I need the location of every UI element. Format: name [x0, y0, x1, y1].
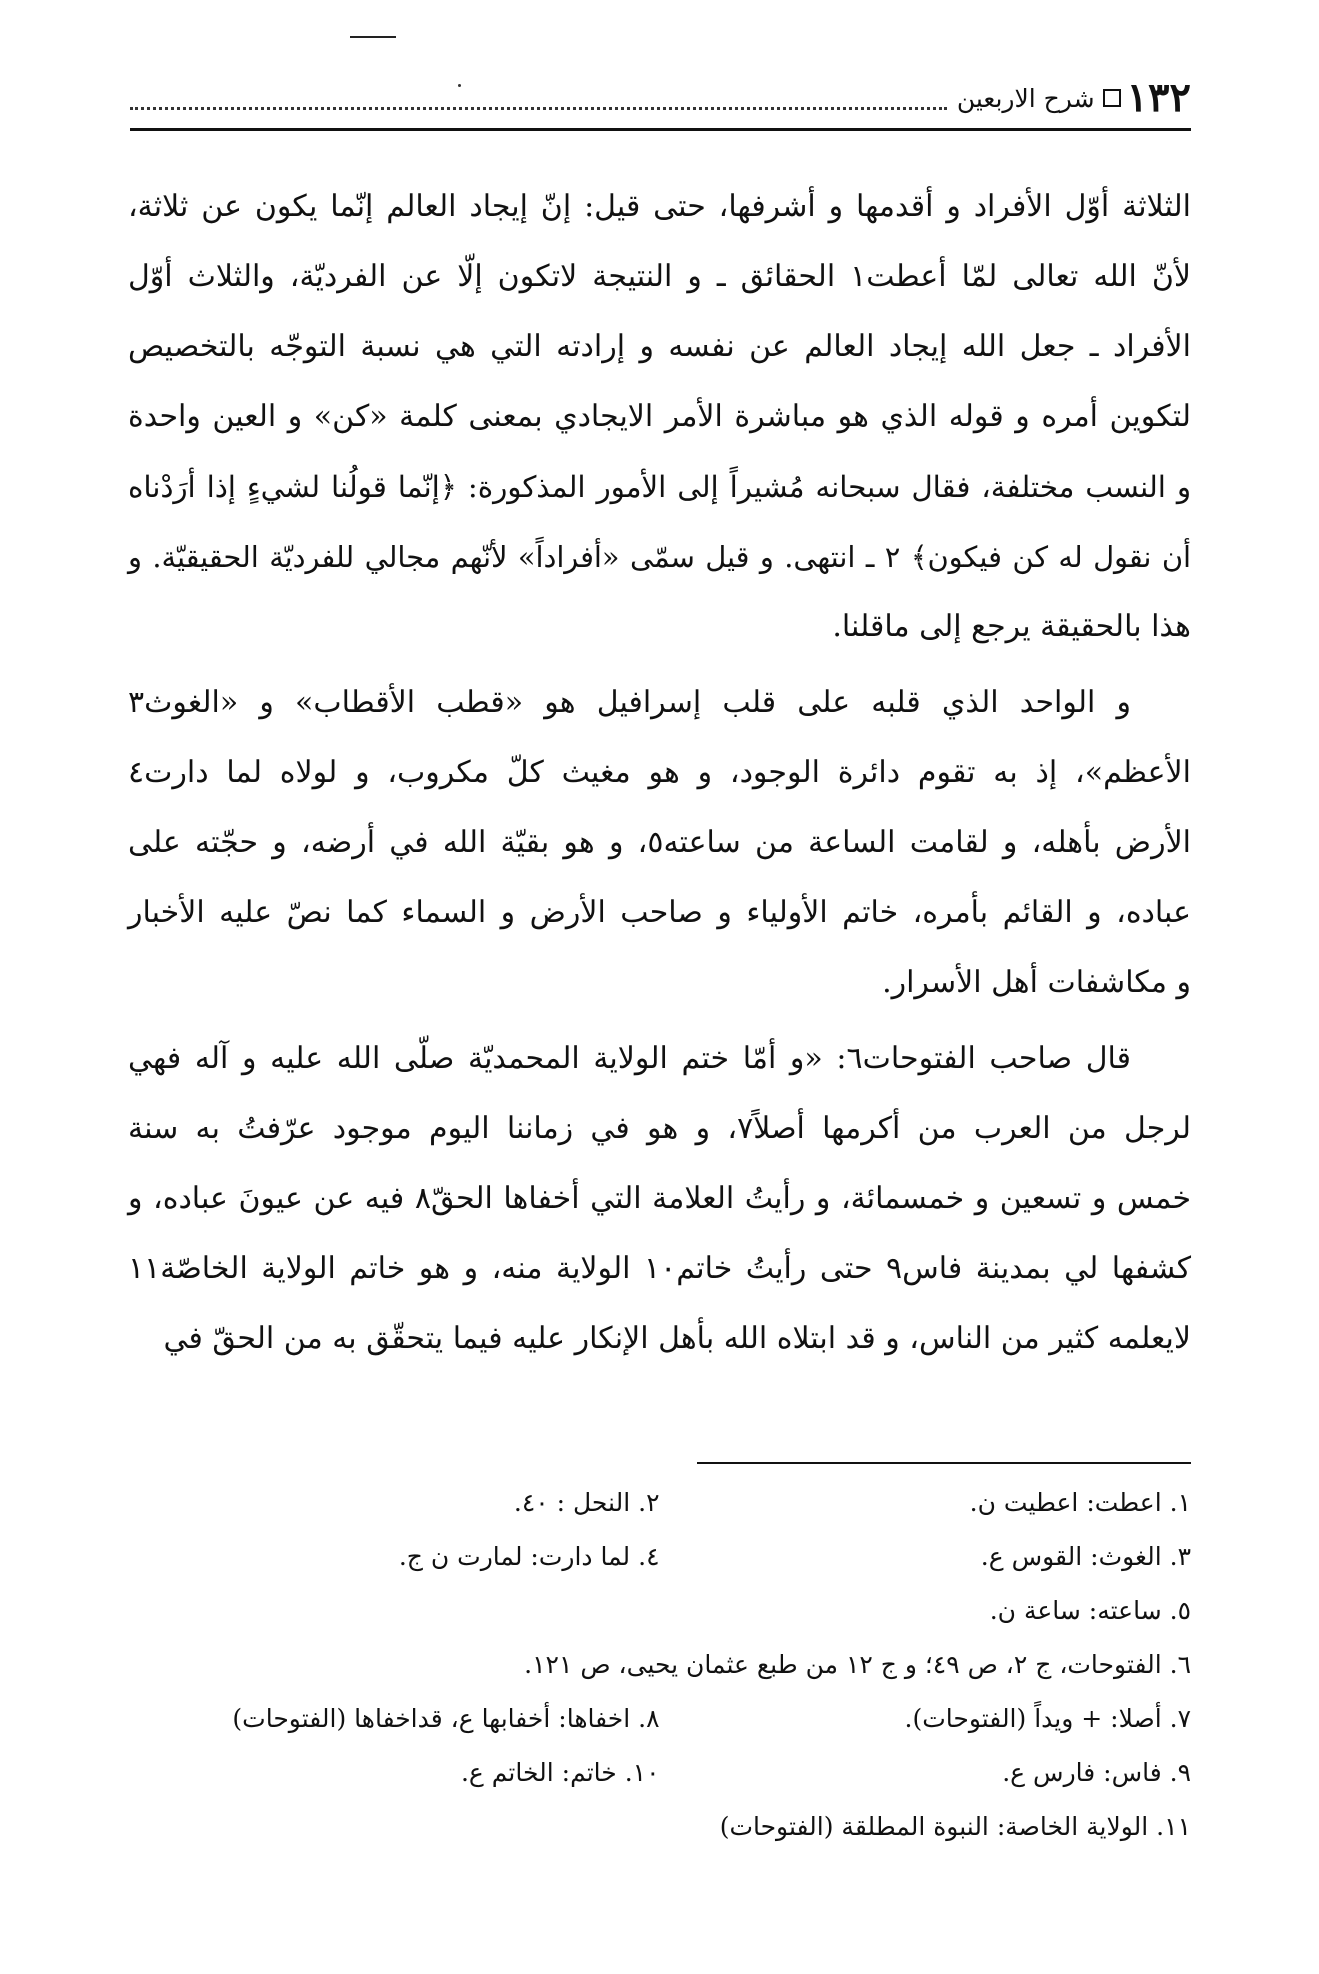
running-header — [130, 72, 1191, 124]
text-line: أن نقول له كن فيكون﴾ ٢ ـ انتهى. و قيل سمّى «أفراداً» لأنّهم مجالي للفرديّة الحقيقيّة. و — [128, 540, 1192, 574]
text-line: الأعظم»، إذ به تقوم دائرة الوجود، و هو مغيث كلّ مكروب، و لولاه لما دارت٤ — [128, 755, 1191, 790]
text-line: و الواحد الذي قلبه على قلب إسرافيل هو «قطب الأقطاب» و «الغوث٣ — [128, 685, 1131, 720]
footnote: ٧. أصلا: + ويداً (الفتوحات). — [904, 1704, 1191, 1733]
text-line: كشفها لي بمدينة فاس٩ حتى رأيتُ خاتم١٠ الولاية منه، و هو خاتم الولاية الخاصّة١١ — [128, 1251, 1191, 1286]
footnote: ١١. الولاية الخاصة: النبوة المطلقة (الفتوحات) — [719, 1812, 1191, 1841]
text-line: و النسب مختلفة، فقال سبحانه مُشيراً إلى الأمور المذكورة: ﴿إنّما قولُنا لشيءٍ إذا أرَدْناه — [128, 470, 1191, 504]
footnote-row — [128, 1530, 1191, 1584]
footnote: ١. اعطت: اعطيت ن. — [969, 1488, 1191, 1517]
footnote: ٤. لما دارت: لمارت ن ج. — [398, 1542, 660, 1571]
text-line: لأنّ الله تعالى لمّا أعطت١ الحقائق ـ و النتيجة لاتكون إلّا عن الفرديّة، والثلاث أوّل — [128, 259, 1191, 294]
footnote: ٦. الفتوحات، ج ٢، ص ٤٩؛ و ج ١٢ من طبع عثمان يحيى، ص ١٢١. — [524, 1650, 1191, 1679]
text-line: و مكاشفات أهل الأسرار. — [882, 965, 1191, 1000]
paragraph — [128, 668, 1191, 1018]
text-line: قال صاحب الفتوحات٦: «و أمّا ختم الولاية المحمديّة صلّى الله عليه و آله فهي — [128, 1041, 1131, 1076]
footnote: ٢. النحل : ٤٠. — [513, 1488, 660, 1517]
footnote: ٣. الغوث: القوس ع. — [980, 1542, 1191, 1571]
paragraph — [128, 1024, 1191, 1374]
footnote-row — [128, 1746, 1191, 1800]
text-line: لايعلمه كثير من الناس، و قد ابتلاه الله بأهل الإنكار عليه فيما يتحقّق به من الحقّ في — [163, 1321, 1191, 1356]
text-line: خمس و تسعين و خمسمائة، و رأيتُ العلامة التي أخفاها الحقّ٨ فيه عن عيونَ عباده، و — [128, 1181, 1192, 1216]
text-line: لتكوين أمره و قوله الذي هو مباشرة الأمر الايجادي بمعنى كلمة «كن» و العين واحدة — [128, 399, 1191, 434]
text-line: الأفراد ـ جعل الله إيجاد العالم عن نفسه و إرادته التي هي نسبة التوجّه بالتخصيص — [128, 329, 1191, 364]
page-number: ١٣٢ — [1126, 74, 1191, 121]
running-title: شرح الاربعين — [956, 83, 1095, 113]
text-line: الثلاثة أوّل الأفراد و أقدمها و أشرفها، حتى قيل: إنّ إيجاد العالم إنّما يكون عن ثلاثة، — [128, 189, 1191, 224]
footnote: ١٠. خاتم: الخاتم ع. — [460, 1758, 660, 1787]
page-top-dash — [350, 36, 396, 38]
footnote-row — [128, 1692, 1191, 1746]
text-line: الأرض بأهله، و لقامت الساعة من ساعته٥، و هو بقيّة الله في أرضه، و حجّته على — [128, 825, 1192, 860]
text-line: عباده، و القائم بأمره، خاتم الأولياء و صاحب الأرض و السماء كما نصّ عليه الأخبار — [128, 895, 1191, 930]
header-rule — [130, 128, 1191, 131]
footnotes — [128, 1476, 1191, 1854]
text-line: لرجل من العرب من أكرمها أصلاً٧، و هو في زماننا اليوم موجود عرّفتُ به سنة — [128, 1111, 1191, 1146]
footnote: ٥. ساعته: ساعة ن. — [989, 1596, 1191, 1625]
header-square-icon — [1103, 89, 1121, 107]
header-leader-dots — [130, 107, 947, 110]
footnote-row — [128, 1800, 1191, 1854]
footnote-row — [128, 1476, 1191, 1530]
text-line: هذا بالحقيقة يرجع إلى ماقلنا. — [832, 609, 1191, 644]
footnote-row — [128, 1638, 1191, 1692]
footnote-rule — [697, 1462, 1191, 1464]
footnote: ٩. فاس: فارس ع. — [1002, 1758, 1191, 1787]
main-text — [128, 172, 1191, 1380]
paragraph — [128, 172, 1191, 662]
footnote: ٨. اخفاها: أخفابها ع، قداخفاها (الفتوحات) — [232, 1704, 660, 1733]
footnote-row — [128, 1584, 1191, 1638]
